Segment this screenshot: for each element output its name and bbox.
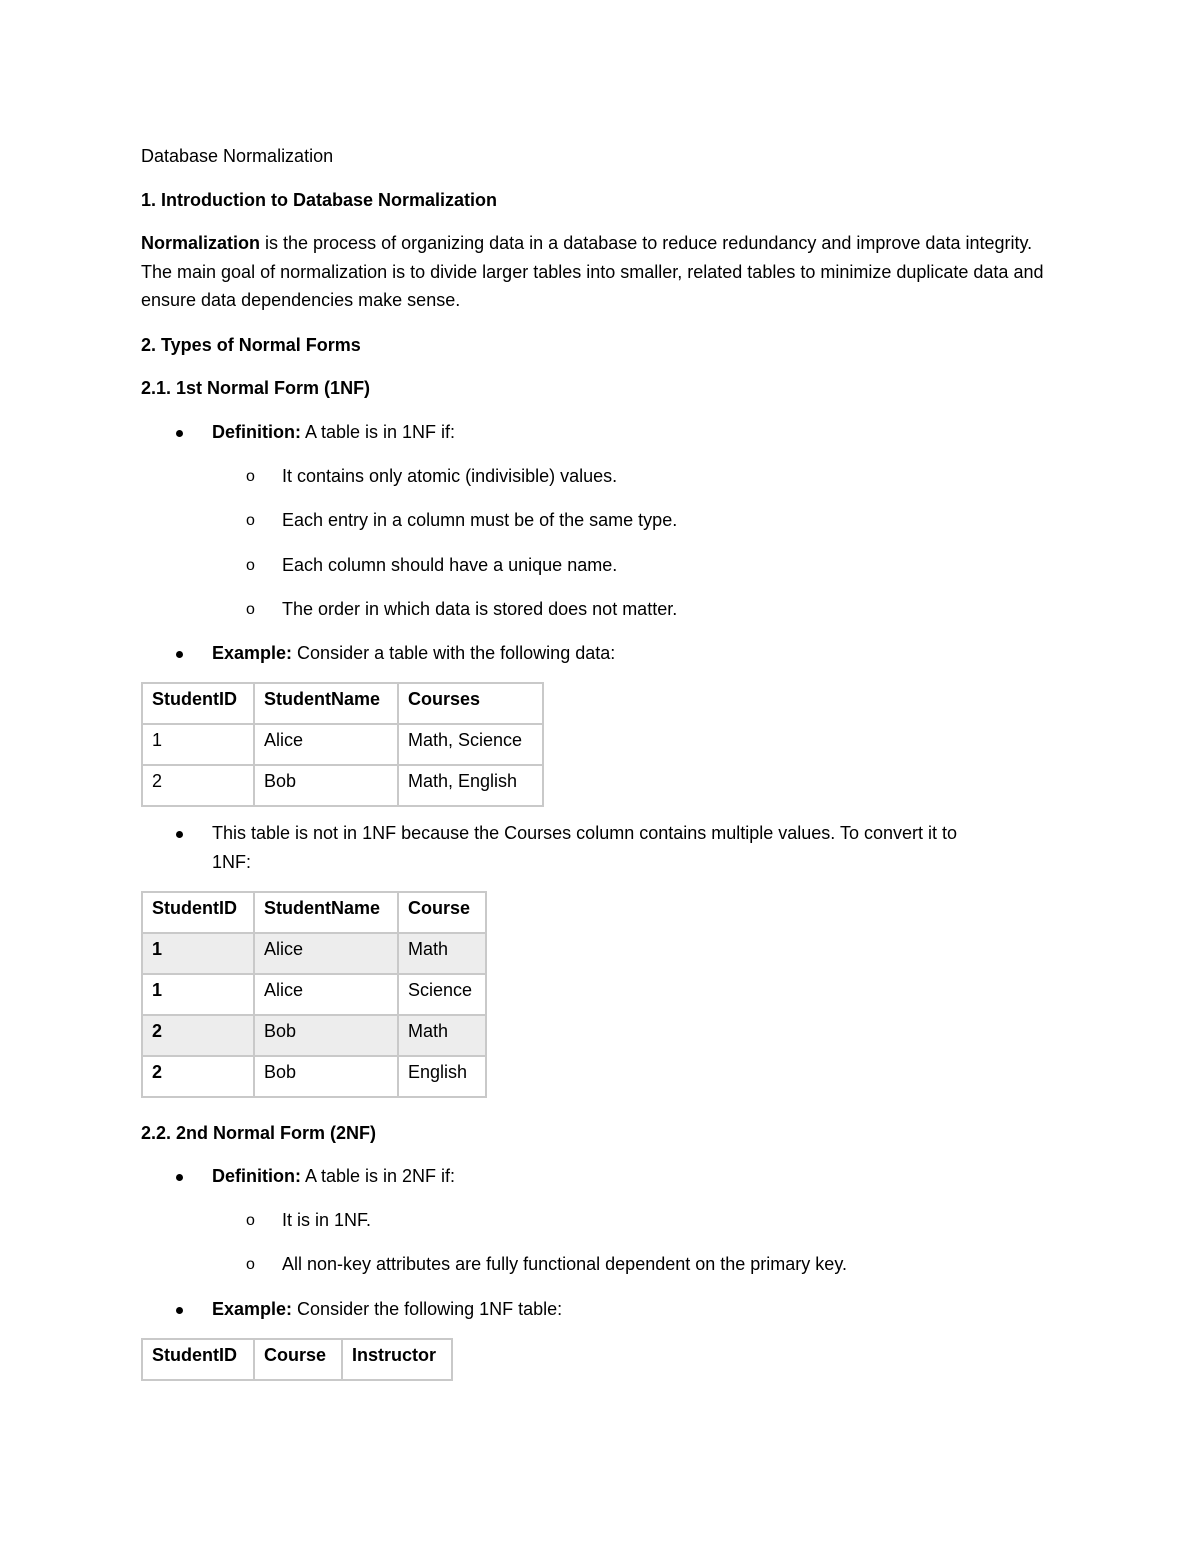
nf2-definition-label: Definition: xyxy=(212,1166,301,1186)
nf1-example-text: Consider a table with the following data: xyxy=(292,643,616,663)
table-cell: Math xyxy=(398,933,486,974)
table-cell: Alice xyxy=(254,974,398,1015)
table-cell: Bob xyxy=(254,1056,398,1097)
table-2nf-example xyxy=(141,1338,453,1381)
table-row xyxy=(142,933,486,974)
table-cell: Bob xyxy=(254,765,398,806)
nf1-rule-4: The order in which data is stored does not matter. xyxy=(282,599,678,619)
table-row xyxy=(142,724,543,765)
nf1-definition xyxy=(212,418,455,446)
table-header-cell: StudentID xyxy=(142,1339,254,1380)
table-cell: Math xyxy=(398,1015,486,1056)
table-header-row xyxy=(142,892,486,933)
table-header-cell: Course xyxy=(254,1339,342,1380)
table-header-cell: StudentName xyxy=(254,683,398,724)
nf1-note-continued: 1NF: xyxy=(212,852,252,872)
sub-bullet-icon: o xyxy=(246,1212,255,1229)
table-cell: 1 xyxy=(142,933,254,974)
nf2-example-label: Example: xyxy=(212,1299,293,1319)
table-row xyxy=(142,1015,486,1056)
table-row xyxy=(142,765,543,806)
nf2-example xyxy=(212,1295,562,1323)
table-cell: 1 xyxy=(142,724,254,765)
table-cell: English xyxy=(398,1056,486,1097)
table-header-cell: Courses xyxy=(398,683,543,724)
document-title: Database Normalization xyxy=(141,146,334,166)
bullet-icon xyxy=(173,819,185,847)
nf2-rule-2: All non-key attributes are fully functional dependent on the primary key. xyxy=(282,1254,847,1274)
nf2-rule-1: It is in 1NF. xyxy=(282,1210,372,1230)
table-header-cell: Course xyxy=(398,892,486,933)
section-2-heading: 2. Types of Normal Forms xyxy=(141,335,361,355)
table-cell: Alice xyxy=(254,933,398,974)
bullet-icon xyxy=(173,1162,185,1190)
nf1-example xyxy=(212,639,615,667)
section-1-heading: 1. Introduction to Database Normalization xyxy=(141,190,498,210)
sub-bullet-icon: o xyxy=(246,601,255,618)
sub-bullet-icon: o xyxy=(246,468,255,485)
section-1-paragraph-text: is the process of organizing data in a database to reduce redundancy and improve data integrity. The main goal of normalization is to divide larger tables into smaller, related tables to minimize duplicate data and ensure data dependencies make sense. xyxy=(141,233,1044,310)
table-cell: Science xyxy=(398,974,486,1015)
table-1nf xyxy=(141,891,487,1098)
nf2-definition-text: A table is in 2NF if: xyxy=(300,1166,456,1186)
bullet-icon xyxy=(173,418,185,446)
nf1-definition-text: A table is in 1NF if: xyxy=(300,422,456,442)
sub-bullet-icon: o xyxy=(246,512,255,529)
nf2-heading: 2.2. 2nd Normal Form (2NF) xyxy=(141,1123,377,1143)
table-row xyxy=(142,1056,486,1097)
nf1-example-label: Example: xyxy=(212,643,293,663)
table-cell: Math, Science xyxy=(398,724,543,765)
nf1-heading: 2.1. 1st Normal Form (1NF) xyxy=(141,378,371,398)
table-cell: 2 xyxy=(142,1056,254,1097)
table-cell: Alice xyxy=(254,724,398,765)
sub-bullet-icon: o xyxy=(246,1256,255,1273)
table-header-cell: StudentID xyxy=(142,892,254,933)
nf1-rule-3: Each column should have a unique name. xyxy=(282,555,618,575)
table-cell: Math, English xyxy=(398,765,543,806)
nf1-definition-label: Definition: xyxy=(212,422,301,442)
nf2-example-text: Consider the following 1NF table: xyxy=(292,1299,563,1319)
table-cell: 2 xyxy=(142,765,254,806)
table-cell: Bob xyxy=(254,1015,398,1056)
bullet-icon xyxy=(173,1295,185,1323)
table-header-cell: Instructor xyxy=(342,1339,452,1380)
nf1-rule-1: It contains only atomic (indivisible) values. xyxy=(282,466,618,486)
table-header-cell: StudentID xyxy=(142,683,254,724)
sub-bullet-icon: o xyxy=(246,557,255,574)
table-header-cell: StudentName xyxy=(254,892,398,933)
table-unnormalized xyxy=(141,682,544,807)
nf1-rule-2: Each entry in a column must be of the same type. xyxy=(282,510,678,530)
table-cell: 1 xyxy=(142,974,254,1015)
nf2-definition xyxy=(212,1162,455,1190)
table-header-row xyxy=(142,1339,452,1380)
bullet-icon xyxy=(173,639,185,667)
normalization-term: Normalization xyxy=(141,233,261,253)
table-row xyxy=(142,974,486,1015)
table-header-row xyxy=(142,683,543,724)
nf1-note: This table is not in 1NF because the Courses column contains multiple values. To convert it to xyxy=(212,823,958,843)
section-1-paragraph xyxy=(141,229,1061,315)
table-cell: 2 xyxy=(142,1015,254,1056)
